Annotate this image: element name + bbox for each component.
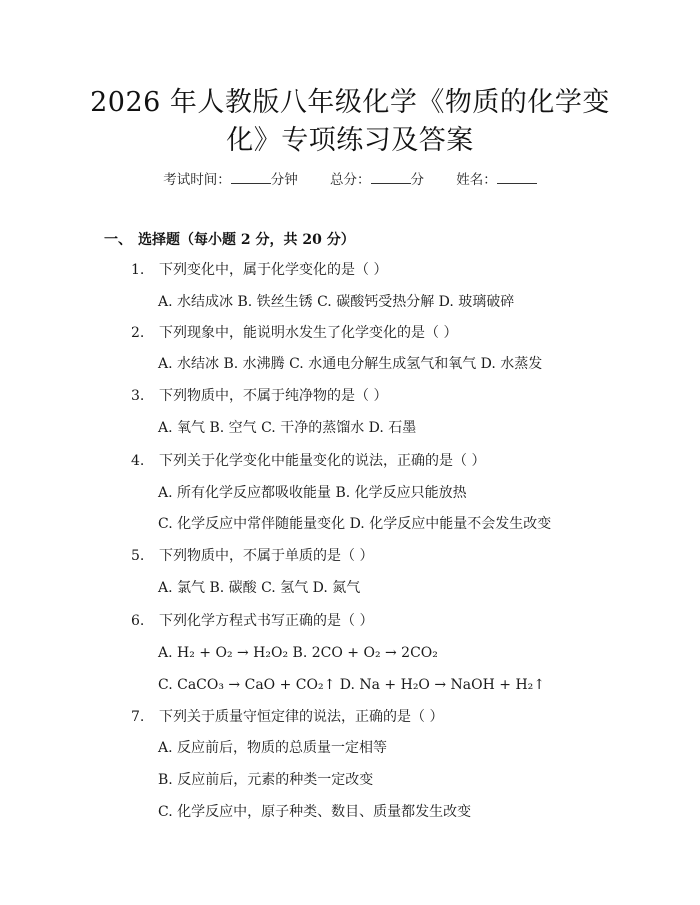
section-title: 选择题（每小题 2 分，共 20 分） [138, 232, 355, 248]
question-text: 下列关于质量守恒定律的说法，正确的是（ ） [159, 709, 444, 725]
exam-time-blank [231, 171, 271, 184]
question-4-options-cd: C. 化学反应中常伴随能量变化 D. 化学反应中能量不会发生改变 [158, 516, 552, 532]
total-score-field [330, 168, 424, 188]
question-text: 下列化学方程式书写正确的是（ ） [159, 613, 374, 629]
question-5-options: A. 氯气 B. 碳酸 C. 氢气 D. 氮气 [158, 580, 361, 596]
question-7-option-a: A. 反应前后，物质的总质量一定相等 [158, 740, 388, 756]
question-number: 4. [131, 453, 145, 469]
student-name-label: 姓名： [456, 172, 497, 188]
question-number: 5. [131, 548, 145, 564]
question-6-options-ab: A. H₂ + O₂ → H₂O₂ B. 2CO + O₂ → 2CO₂ [158, 645, 438, 661]
exam-time-field [163, 168, 298, 188]
question-text: 下列关于化学变化中能量变化的说法，正确的是（ ） [159, 453, 486, 469]
exam-time-unit: 分钟 [270, 172, 298, 188]
question-number: 6. [131, 613, 145, 629]
question-1 [131, 260, 387, 280]
question-number: 7. [131, 709, 145, 725]
question-6-options-cd: C. CaCO₃ → CaO + CO₂↑ D. Na + H₂O → NaOH + H₂↑ [158, 677, 546, 693]
question-2 [131, 323, 457, 343]
question-7-option-b: B. 反应前后，元素的种类一定改变 [158, 772, 374, 788]
question-number: 1. [131, 262, 145, 278]
question-2-options: A. 水结冰 B. 水沸腾 C. 水通电分解生成氢气和氧气 D. 水蒸发 [158, 356, 543, 372]
question-1-options: A. 水结成冰 B. 铁丝生锈 C. 碳酸钙受热分解 D. 玻璃破碎 [158, 294, 515, 310]
document-title-line-1: 2026 年人教版八年级化学《物质的化学变 [90, 87, 610, 118]
exam-time-label: 考试时间： [163, 172, 231, 188]
section-heading [104, 229, 355, 249]
question-7 [131, 707, 443, 727]
document-title-line-2: 化》专项练习及答案 [226, 125, 474, 156]
question-text: 下列物质中，不属于纯净物的是（ ） [159, 388, 388, 404]
question-text: 下列物质中，不属于单质的是（ ） [159, 548, 374, 564]
exam-info-line [0, 168, 700, 188]
section-number: 一、 [104, 232, 132, 248]
question-text: 下列变化中，属于化学变化的是（ ） [159, 262, 388, 278]
total-score-unit: 分 [410, 172, 424, 188]
question-number: 2. [131, 325, 145, 341]
question-4-options-ab: A. 所有化学反应都吸收能量 B. 化学反应只能放热 [158, 485, 467, 501]
question-4 [131, 451, 485, 471]
total-score-label: 总分： [330, 172, 371, 188]
question-text: 下列现象中，能说明水发生了化学变化的是（ ） [159, 325, 458, 341]
question-number: 3. [131, 388, 145, 404]
question-6 [131, 611, 373, 631]
total-score-blank [371, 171, 411, 184]
question-7-option-c: C. 化学反应中，原子种类、数目、质量都发生改变 [158, 804, 472, 820]
student-name-field [456, 168, 537, 188]
question-3-options: A. 氧气 B. 空气 C. 干净的蒸馏水 D. 石墨 [158, 420, 417, 436]
question-3 [131, 386, 387, 406]
question-5 [131, 546, 373, 566]
student-name-blank [497, 171, 537, 184]
